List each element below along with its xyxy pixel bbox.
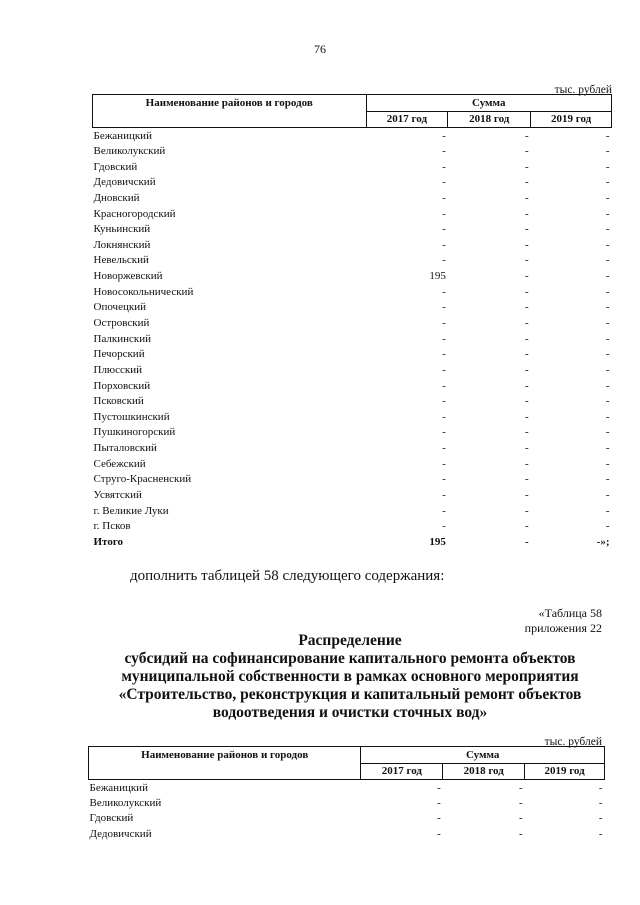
value-2017: - — [442, 348, 446, 361]
table-row — [93, 284, 612, 300]
district-name: Бежаницкий — [93, 129, 152, 142]
value-2019: - — [605, 144, 610, 157]
value-2017: - — [442, 379, 446, 392]
value-2018: - — [524, 223, 529, 236]
value-2017: - — [437, 796, 441, 809]
value-2019: - — [605, 207, 610, 220]
value-2019: - — [605, 129, 610, 142]
value-2019: - — [605, 504, 610, 517]
table-row — [93, 409, 612, 425]
table-row — [93, 393, 612, 409]
value-2019: - — [605, 254, 610, 267]
table-row — [93, 346, 612, 362]
value-2018: - — [518, 827, 523, 840]
table1-header-sum: Сумма — [366, 95, 612, 112]
district-name: Красногородский — [93, 207, 176, 220]
table2-header-name: Наименование районов и городов — [89, 747, 361, 780]
table2-header-year: 2019 год — [525, 764, 605, 780]
table-row — [89, 811, 605, 827]
district-name: Дновский — [93, 191, 140, 204]
heading-line: субсидий на софинансирование капитального ремонта объектов — [124, 650, 576, 667]
district-name: Островский — [93, 317, 150, 329]
table-row — [93, 519, 612, 535]
value-2017: - — [442, 129, 446, 142]
value-2019: - — [605, 379, 610, 392]
value-2018: - — [524, 348, 529, 361]
district-name: Пыталовский — [93, 442, 157, 455]
value-2018: - — [524, 395, 529, 408]
value-2019: - — [605, 520, 610, 533]
district-name: г. Великие Луки — [93, 504, 169, 517]
table1-header-name: Наименование районов и городов — [93, 95, 367, 128]
table-row — [93, 190, 612, 206]
table-2 — [88, 746, 605, 842]
value-2018: - — [524, 457, 529, 470]
value-2017: - — [442, 363, 446, 376]
district-name: Опочецкий — [93, 301, 146, 314]
table-row — [93, 472, 612, 488]
value-2019: - — [605, 285, 610, 298]
value-2017: - — [442, 191, 446, 204]
table-ref-line: приложения 22 — [524, 621, 602, 635]
amendment-paragraph: дополнить таблицей 58 следующего содержания: — [130, 568, 445, 584]
value-2018: - — [524, 207, 529, 220]
value-2017: - — [442, 520, 446, 533]
table-row — [93, 206, 612, 222]
value-2017: - — [442, 457, 446, 470]
value-2018: - — [524, 410, 529, 423]
table1-header-year: 2018 год — [448, 112, 531, 128]
table2-header-year: 2017 год — [361, 764, 443, 780]
value-2019: - — [605, 176, 610, 189]
value-2017: - — [437, 827, 441, 840]
value-2018: - — [524, 254, 529, 267]
table-row — [93, 128, 612, 144]
value-2017: - — [437, 781, 441, 794]
table-row — [93, 237, 612, 253]
district-name: Бежаницкий — [89, 781, 148, 794]
value-2019: - — [598, 796, 603, 809]
table-row — [93, 253, 612, 269]
district-name: Локнянский — [93, 238, 151, 251]
table-row — [93, 331, 612, 347]
distribution-heading — [0, 632, 640, 722]
value-2019: - — [605, 238, 610, 251]
table-row — [89, 780, 605, 796]
table-row — [93, 456, 612, 472]
district-name: Новоржевский — [93, 270, 163, 283]
value-2019: - — [598, 812, 603, 825]
district-name: Великолукский — [89, 796, 162, 809]
heading-line: муниципальной собственности в рамках основного мероприятия — [121, 668, 579, 685]
table-row — [93, 221, 612, 237]
value-2017: - — [442, 395, 446, 408]
value-2018: - — [524, 160, 529, 173]
value-2018: - — [524, 363, 529, 376]
table1-total-2018: - — [524, 535, 529, 548]
value-2019: - — [605, 442, 610, 455]
value-2018: - — [524, 129, 529, 142]
value-2017: - — [442, 254, 446, 267]
table1-total-2017: 195 — [429, 535, 446, 548]
value-2019: - — [605, 191, 610, 204]
value-2017: - — [442, 301, 446, 314]
value-2019: - — [605, 270, 610, 283]
value-2018: - — [524, 238, 529, 251]
value-2018: - — [524, 489, 529, 502]
heading-line: водоотведения и очистки сточных вод» — [212, 704, 488, 721]
district-name: Куньинский — [93, 223, 151, 236]
table-ref-line: «Таблица 58 — [538, 606, 602, 620]
value-2018: - — [524, 379, 529, 392]
table-row — [93, 300, 612, 316]
district-name: Великолукский — [93, 144, 166, 157]
value-2017: - — [442, 176, 446, 189]
table-row — [89, 826, 605, 842]
value-2019: - — [605, 473, 610, 486]
heading-line: «Строительство, реконструкция и капитальный ремонт объектов — [118, 686, 582, 703]
value-2019: - — [605, 426, 610, 439]
value-2017: - — [442, 332, 446, 345]
district-name: Псковский — [93, 395, 144, 408]
value-2019: - — [605, 223, 610, 236]
district-name: Себежский — [93, 457, 146, 470]
value-2019: - — [605, 301, 610, 314]
table-row — [93, 503, 612, 519]
value-2019: - — [605, 457, 610, 470]
value-2017: - — [442, 442, 446, 455]
table1-header-year: 2019 год — [531, 112, 612, 128]
value-2018: - — [524, 332, 529, 345]
table-row — [93, 362, 612, 378]
heading-line: Распределение — [298, 632, 402, 649]
table1-total-label: Итого — [93, 535, 124, 548]
district-name: Гдовский — [89, 812, 134, 825]
value-2017: - — [442, 504, 446, 517]
table-row — [93, 315, 612, 331]
district-name: Пушкиногорский — [93, 426, 176, 439]
value-2018: - — [524, 144, 529, 157]
district-name: Плюсский — [93, 363, 143, 376]
district-name: Печорский — [93, 348, 145, 361]
value-2018: - — [524, 426, 529, 439]
district-name: Пустошкинский — [93, 410, 170, 423]
table-row — [93, 159, 612, 175]
value-2018: - — [518, 796, 523, 809]
value-2017: - — [442, 489, 446, 502]
value-2019: - — [598, 781, 603, 794]
table-row — [93, 440, 612, 456]
table2-header-sum: Сумма — [361, 747, 605, 764]
district-name: Гдовский — [93, 160, 138, 173]
table-row — [93, 143, 612, 159]
table2-header-year: 2018 год — [443, 764, 525, 780]
district-name: Новосокольнический — [93, 285, 194, 298]
table-row — [93, 378, 612, 394]
value-2018: - — [518, 781, 523, 794]
district-name: Палкинский — [93, 332, 152, 345]
table-row — [93, 425, 612, 441]
district-name: Струго-Красненский — [93, 473, 192, 486]
value-2017: - — [442, 144, 446, 157]
value-2017: - — [437, 812, 441, 825]
value-2018: - — [524, 270, 529, 283]
table1-total-2019: -»; — [596, 535, 610, 548]
page-number: 76 — [314, 42, 326, 56]
value-2018: - — [524, 301, 529, 314]
table-row — [93, 268, 612, 284]
value-2017: - — [442, 160, 446, 173]
value-2018: - — [524, 176, 529, 189]
district-name: Усвятский — [93, 489, 142, 502]
value-2019: - — [605, 489, 610, 502]
value-2018: - — [524, 317, 529, 329]
district-name: Дедовичский — [93, 176, 156, 189]
value-2019: - — [605, 363, 610, 376]
value-2019: - — [605, 332, 610, 345]
district-name: Дедовичский — [89, 827, 152, 840]
table1-header-year: 2017 год — [366, 112, 448, 128]
table2-units: тыс. рублей — [544, 736, 602, 748]
value-2019: - — [605, 160, 610, 173]
value-2017: - — [442, 285, 446, 298]
value-2017: - — [442, 426, 446, 439]
value-2018: - — [518, 812, 523, 825]
value-2018: - — [524, 191, 529, 204]
value-2017: - — [442, 473, 446, 486]
value-2018: - — [524, 285, 529, 298]
value-2017: - — [442, 317, 446, 329]
district-name: Порховский — [93, 379, 151, 392]
table-row — [93, 487, 612, 503]
table-1 — [92, 94, 612, 550]
value-2019: - — [598, 827, 603, 840]
value-2019: - — [605, 410, 610, 423]
value-2019: - — [605, 348, 610, 361]
table-row — [93, 174, 612, 190]
value-2018: - — [524, 504, 529, 517]
value-2018: - — [524, 520, 529, 533]
table1-units: тыс. рублей — [554, 84, 612, 96]
table-row — [89, 795, 605, 811]
value-2019: - — [605, 317, 610, 329]
value-2017: 195 — [429, 270, 446, 283]
value-2019: - — [605, 395, 610, 408]
district-name: Невельский — [93, 254, 149, 267]
value-2017: - — [442, 238, 446, 251]
district-name: г. Псков — [93, 520, 131, 533]
value-2017: - — [442, 223, 446, 236]
value-2018: - — [524, 473, 529, 486]
value-2017: - — [442, 207, 446, 220]
value-2018: - — [524, 442, 529, 455]
value-2017: - — [442, 410, 446, 423]
